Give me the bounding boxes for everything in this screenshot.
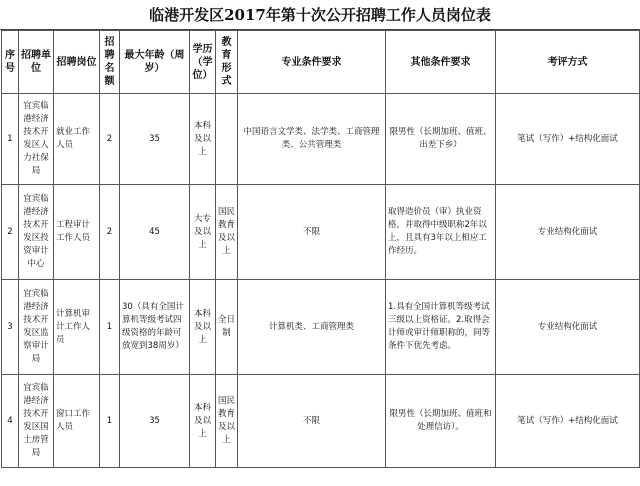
header-post: 招聘岗位 bbox=[54, 31, 100, 94]
cell-no: 2 bbox=[2, 185, 19, 280]
cell-edu: 本科及以上 bbox=[190, 280, 216, 375]
cell-age: 30（具有全国计算机等级考试四级资格的年龄可放宽到38周岁） bbox=[120, 280, 190, 375]
cell-exam: 笔试（写作）+结构化面试 bbox=[496, 94, 640, 185]
header-age: 最大年龄（周岁） bbox=[120, 31, 190, 94]
cell-quota: 1 bbox=[100, 280, 120, 375]
cell-mode bbox=[216, 94, 238, 185]
cell-other: 限男性（长期加班、值班、出差下乡） bbox=[386, 94, 496, 185]
cell-other: 限男性（长期加班、值班和处理信访）。 bbox=[386, 375, 496, 468]
job-table bbox=[1, 30, 640, 468]
header-no: 序号 bbox=[2, 31, 19, 94]
table-row bbox=[2, 375, 640, 468]
cell-post: 计算机审计工作人员 bbox=[54, 280, 100, 375]
cell-no: 3 bbox=[2, 280, 19, 375]
table-row bbox=[2, 280, 640, 375]
cell-major: 计算机类、工商管理类 bbox=[238, 280, 386, 375]
cell-unit: 宜宾临港经济技术开发区投资审计中心 bbox=[19, 185, 54, 280]
header-edu: 学历（学位） bbox=[190, 31, 216, 94]
cell-edu: 大专及以上 bbox=[190, 185, 216, 280]
cell-unit: 宜宾临港经济技术开发区人力社保局 bbox=[19, 94, 54, 185]
cell-other: 取得造价员（审）执业资格，并取得中级职称2年以上，且具有3年以上相应工作经历。 bbox=[386, 185, 496, 280]
cell-no: 4 bbox=[2, 375, 19, 468]
cell-age: 35 bbox=[120, 375, 190, 468]
cell-post: 窗口工作人员 bbox=[54, 375, 100, 468]
table-row bbox=[2, 185, 640, 280]
cell-quota: 2 bbox=[100, 94, 120, 185]
table-row bbox=[2, 94, 640, 185]
cell-post: 就业工作人员 bbox=[54, 94, 100, 185]
page-title: 临港开发区2017年第十次公开招聘工作人员岗位表 bbox=[0, 0, 640, 30]
header-row bbox=[2, 31, 640, 94]
header-other: 其他条件要求 bbox=[386, 31, 496, 94]
header-mode: 教育形式 bbox=[216, 31, 238, 94]
cell-edu: 本科及以上 bbox=[190, 375, 216, 468]
cell-mode: 国民教育及以上 bbox=[216, 185, 238, 280]
cell-quota: 1 bbox=[100, 375, 120, 468]
cell-unit: 宜宾临港经济技术开发区国土房管局 bbox=[19, 375, 54, 468]
cell-edu: 本科及以上 bbox=[190, 94, 216, 185]
cell-age: 45 bbox=[120, 185, 190, 280]
cell-no: 1 bbox=[2, 94, 19, 185]
cell-other: 1.具有全国计算机等级考试三级以上资格证。2.取得会计师或审计师职称的，同等条件下优先考虑。 bbox=[386, 280, 496, 375]
cell-exam: 专业结构化面试 bbox=[496, 280, 640, 375]
cell-post: 工程审计工作人员 bbox=[54, 185, 100, 280]
cell-major: 中国语言文学类、法学类、工商管理类、公共管理类 bbox=[238, 94, 386, 185]
cell-major: 不限 bbox=[238, 185, 386, 280]
cell-unit: 宜宾临港经济技术开发区监察审计局 bbox=[19, 280, 54, 375]
cell-age: 35 bbox=[120, 94, 190, 185]
header-major: 专业条件要求 bbox=[238, 31, 386, 94]
header-unit: 招聘单位 bbox=[19, 31, 54, 94]
header-exam: 考评方式 bbox=[496, 31, 640, 94]
header-quota: 招聘名额 bbox=[100, 31, 120, 94]
cell-major: 不限 bbox=[238, 375, 386, 468]
cell-mode: 全日制 bbox=[216, 280, 238, 375]
cell-exam: 专业结构化面试 bbox=[496, 185, 640, 280]
cell-quota: 2 bbox=[100, 185, 120, 280]
cell-exam: 笔试（写作）+结构化面试 bbox=[496, 375, 640, 468]
cell-mode: 国民教育及以上 bbox=[216, 375, 238, 468]
